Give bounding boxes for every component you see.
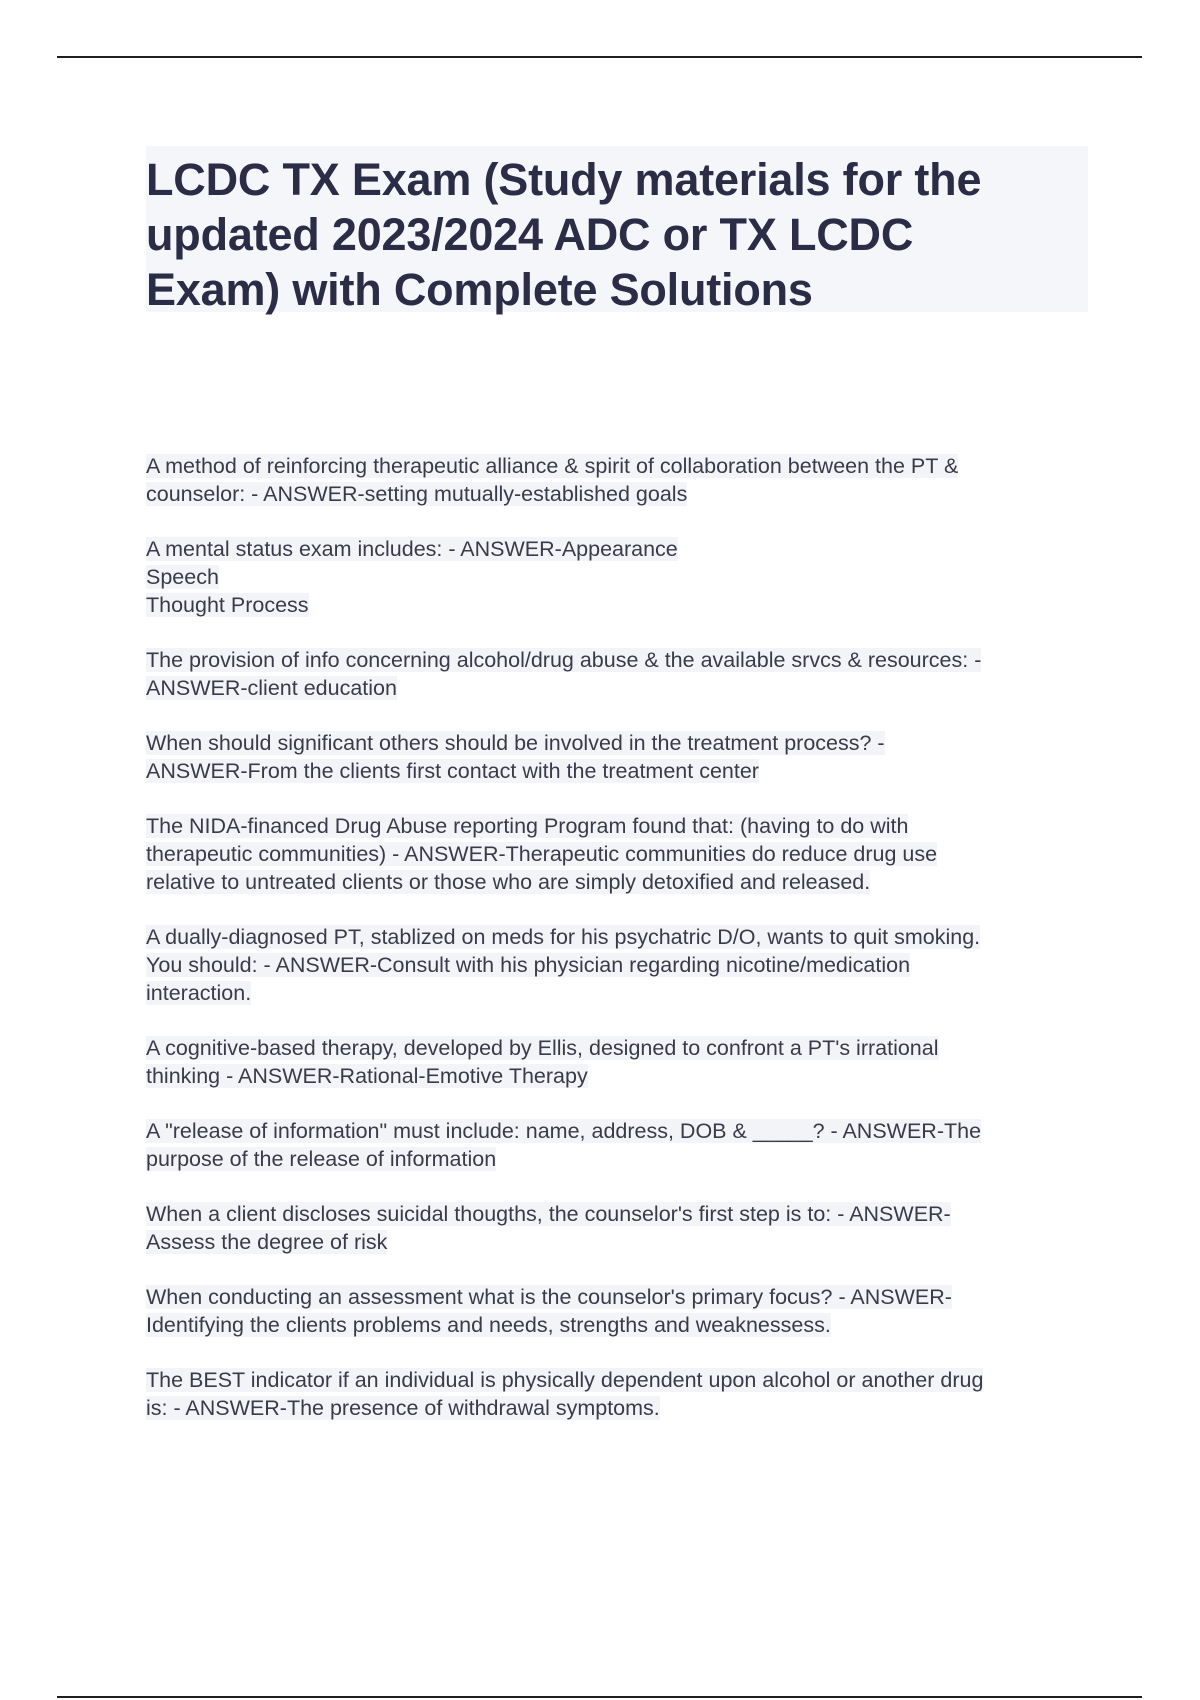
qa-text: Identifying the clients problems and needs, strengths and weaknessess. [146, 1313, 831, 1337]
qa-text: interaction. [146, 981, 252, 1005]
qa-text: You should: - ANSWER-Consult with his physician regarding nicotine/medication [146, 953, 911, 977]
qa-text: ANSWER-client education [146, 676, 397, 700]
qa-text: A method of reinforcing therapeutic alliance & spirit of collaboration between the PT & [146, 454, 959, 478]
qa-line [146, 1228, 1106, 1256]
qa-line [146, 757, 1106, 785]
qa-text: A mental status exam includes: - ANSWER-Appearance [146, 537, 678, 561]
qa-line [146, 1200, 1106, 1228]
qa-text: Thought Process [146, 593, 309, 617]
qa-line [146, 812, 1106, 840]
qa-line [146, 979, 1106, 1007]
title-box [146, 146, 1088, 315]
qa-line [146, 535, 1106, 563]
qa-line [146, 452, 1106, 480]
qa-line [146, 674, 1106, 702]
qa-item [146, 923, 1106, 1007]
qa-line [146, 923, 1106, 951]
qa-text: relative to untreated clients or those who are simply detoxified and released. [146, 870, 871, 894]
qa-line [146, 480, 1106, 508]
qa-text: Speech [146, 565, 219, 589]
title-line: updated 2023/2024 ADC or TX LCDC [146, 209, 914, 260]
qa-item [146, 535, 1106, 619]
qa-line [146, 1311, 1106, 1339]
qa-text: purpose of the release of information [146, 1147, 497, 1171]
qa-item [146, 1200, 1106, 1256]
qa-text: thinking - ANSWER-Rational-Emotive Therapy [146, 1064, 588, 1088]
qa-text: The provision of info concerning alcohol/drug abuse & the available srvcs & resources: - [146, 648, 982, 672]
qa-item [146, 452, 1106, 508]
qa-item [146, 1117, 1106, 1173]
qa-text: When conducting an assessment what is the counselor's primary focus? - ANSWER- [146, 1285, 952, 1309]
header-rule [57, 56, 1142, 58]
qa-text: The NIDA-financed Drug Abuse reporting Program found that: (having to do with [146, 814, 909, 838]
qa-line [146, 1062, 1106, 1090]
qa-item [146, 812, 1106, 896]
qa-line [146, 1394, 1106, 1422]
qa-text: Assess the degree of risk [146, 1230, 388, 1254]
qa-line [146, 1034, 1106, 1062]
qa-text: When should significant others should be involved in the treatment process? - [146, 731, 885, 755]
qa-text: A cognitive-based therapy, developed by Ellis, designed to confront a PT's irrational [146, 1036, 939, 1060]
qa-text: therapeutic communities) - ANSWER-Therapeutic communities do reduce drug use [146, 842, 938, 866]
qa-list [146, 452, 1106, 1449]
footer-rule [57, 1696, 1142, 1698]
qa-text: When a client discloses suicidal thougths, the counselor's first step is to: - ANSWER- [146, 1202, 951, 1226]
qa-text: A "release of information" must include: name, address, DOB & _____? - ANSWER-The [146, 1119, 982, 1143]
qa-line [146, 1283, 1106, 1311]
qa-item [146, 646, 1106, 702]
qa-line [146, 729, 1106, 757]
qa-item [146, 1283, 1106, 1339]
page-title [146, 146, 1088, 317]
qa-item [146, 729, 1106, 785]
qa-line [146, 951, 1106, 979]
qa-line [146, 1145, 1106, 1173]
title-line: LCDC TX Exam (Study materials for the [146, 154, 982, 205]
qa-text: is: - ANSWER-The presence of withdrawal symptoms. [146, 1396, 660, 1420]
qa-item [146, 1034, 1106, 1090]
qa-line [146, 868, 1106, 896]
qa-line [146, 1117, 1106, 1145]
qa-line [146, 646, 1106, 674]
qa-line [146, 840, 1106, 868]
qa-text: A dually-diagnosed PT, stablized on meds for his psychatric D/O, wants to quit smoking. [146, 925, 981, 949]
qa-item [146, 1366, 1106, 1422]
qa-line [146, 563, 1106, 591]
qa-line [146, 591, 1106, 619]
title-line: Exam) with Complete Solutions [146, 264, 813, 315]
qa-text: counselor: - ANSWER-setting mutually-established goals [146, 482, 688, 506]
qa-line [146, 1366, 1106, 1394]
qa-text: The BEST indicator if an individual is physically dependent upon alcohol or another drug [146, 1368, 984, 1392]
qa-text: ANSWER-From the clients first contact with the treatment center [146, 759, 759, 783]
